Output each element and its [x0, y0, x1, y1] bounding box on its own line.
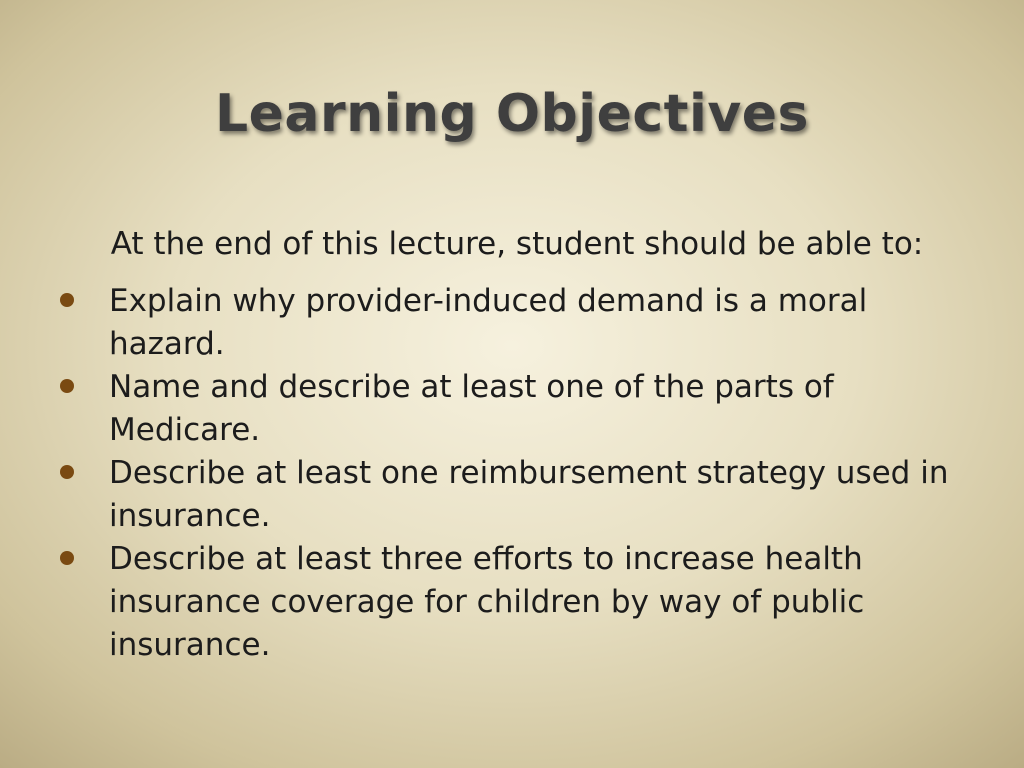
objective-item	[60, 366, 980, 452]
bullet-dot-icon	[60, 551, 74, 565]
intro-text: At the end of this lecture, student should be able to:	[110, 226, 924, 262]
bullet-dot-icon	[60, 465, 74, 479]
bullet-dot-icon	[60, 379, 74, 393]
objective-text: Describe at least three efforts to increase health insurance coverage for children by way of public insurance.	[109, 541, 865, 663]
objective-text: Explain why provider-induced demand is a moral hazard.	[109, 283, 868, 362]
slide-title: Learning Objectives	[215, 84, 809, 144]
objective-item	[60, 452, 980, 538]
objective-text: Name and describe at least one of the parts of Medicare.	[109, 369, 834, 448]
objective-item	[60, 538, 980, 667]
objectives-list	[60, 280, 980, 667]
bullet-dot-icon	[60, 293, 74, 307]
objective-text: Describe at least one reimbursement strategy used in insurance.	[109, 455, 949, 534]
objective-item	[60, 280, 980, 366]
